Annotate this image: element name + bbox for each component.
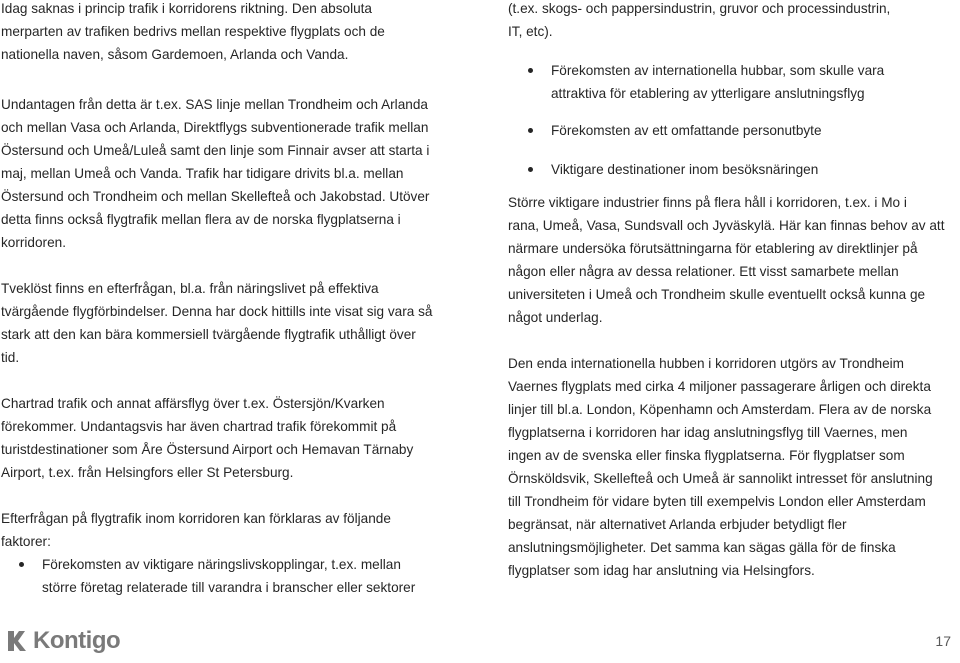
list-item: Förekomsten av viktigare näringslivskopplingar, t.ex. mellan större företag relaterade till varandra i branscher eller sektorer [19,553,459,599]
left-column [1,0,459,613]
list-item: Viktigare destinationer inom besöksnäringen [528,158,955,181]
list-item: Förekomsten av internationella hubbar, som skulle vara attraktiva för etablering av ytterligare anslutningsflyg [528,59,955,105]
paragraph-hub: Den enda internationella hubben i korridoren utgörs av Trondheim Vaernes flygplats med cirka 4 miljoner passagerare årligen och direkta linjer till bl.a. London, Köpenhamn och Amsterdam. Flera av de norska flygplatserna i korridoren har idag anslutningsflyg till Vaernes, men ingen av de svenska eller finska flygplatserna. För flygplatser som Örnsköldsvik, Skellefteå och Umeå är sannolikt intresset för anslutning till Trondheim för vidare byten till exempelvis London eller Amsterdam begränsat, när alternativet Arlanda erbjuder betydligt fler anslutningsmöjligheter. Det samma kan sägas gälla för de finska flygplatser som idag har anslutning via Helsingfors. [508,356,933,578]
factors-list [1,553,459,599]
kontigo-logo [5,627,120,655]
list-item: Förekomsten av ett omfattande personutbyte [528,119,955,142]
paragraph-charter: Chartrad trafik och annat affärsflyg över t.ex. Östersjön/Kvarken förekommer. Undantagsvis har även chartrad trafik förekommit på turistdestinationer som Åre Östersund Airport och Hemavan Tärnaby Airport, t.ex. från Helsingfors eller St Petersburg. [1,396,414,480]
paragraph-demand: Tveklöst finns en efterfrågan, bl.a. från näringslivet på effektiva tvärgående flygförbindelser. Denna har dock hittills inte visat sig vara så stark att den kan bära kommersiell tvärgående flygtrafik uthålligt över tid. [1,281,433,365]
paragraph-factors-intro: Efterfrågan på flygtrafik inom korridoren kan förklaras av följande faktorer: [1,511,391,549]
bullet-continuation: (t.ex. skogs- och pappersindustrin, gruvor och processindustrin, IT, etc). [508,1,891,39]
paragraph-exceptions: Undantagen från detta är t.ex. SAS linje mellan Trondheim och Arlanda och mellan Vasa och Arlanda, Direktflygs subventionerade trafik mellan Östersund och Umeå/Luleå samt den linje som Finnair avser att starta i maj, mellan Umeå och Vanda. Trafik har tidigare drivits bl.a. mellan Östersund och Trondheim och mellan Skellefteå och Jakobstad. Utöver detta finns också flygtrafik mellan flera av de norska flygplatserna i korridoren. [1,97,430,250]
factors-list-continued [508,59,955,181]
logo-text: Kontigo [33,627,121,654]
right-column [508,0,955,582]
paragraph-current-traffic: Idag saknas i princip trafik i korridorens riktning. Den absoluta merparten av trafiken bedrivs mellan respektive flygplats och de nationella naven, såsom Gardemoen, Arlanda och Vanda. [1,1,385,62]
page-number: 17 [935,633,951,649]
kontigo-logo-icon [5,628,27,654]
paragraph-industries: Större viktigare industrier finns på flera håll i korridoren, t.ex. i Mo i rana, Umeå, Vasa, Sundsvall och Jyväskylä. Här kan finnas behov av att närmare undersöka förutsättningarna för etablering av direktlinjer på någon eller några av dessa relationer. Ett visst samarbete mellan universiteten i Umeå och Trondheim skulle eventuellt också kunna ge något underlag. [508,195,945,325]
